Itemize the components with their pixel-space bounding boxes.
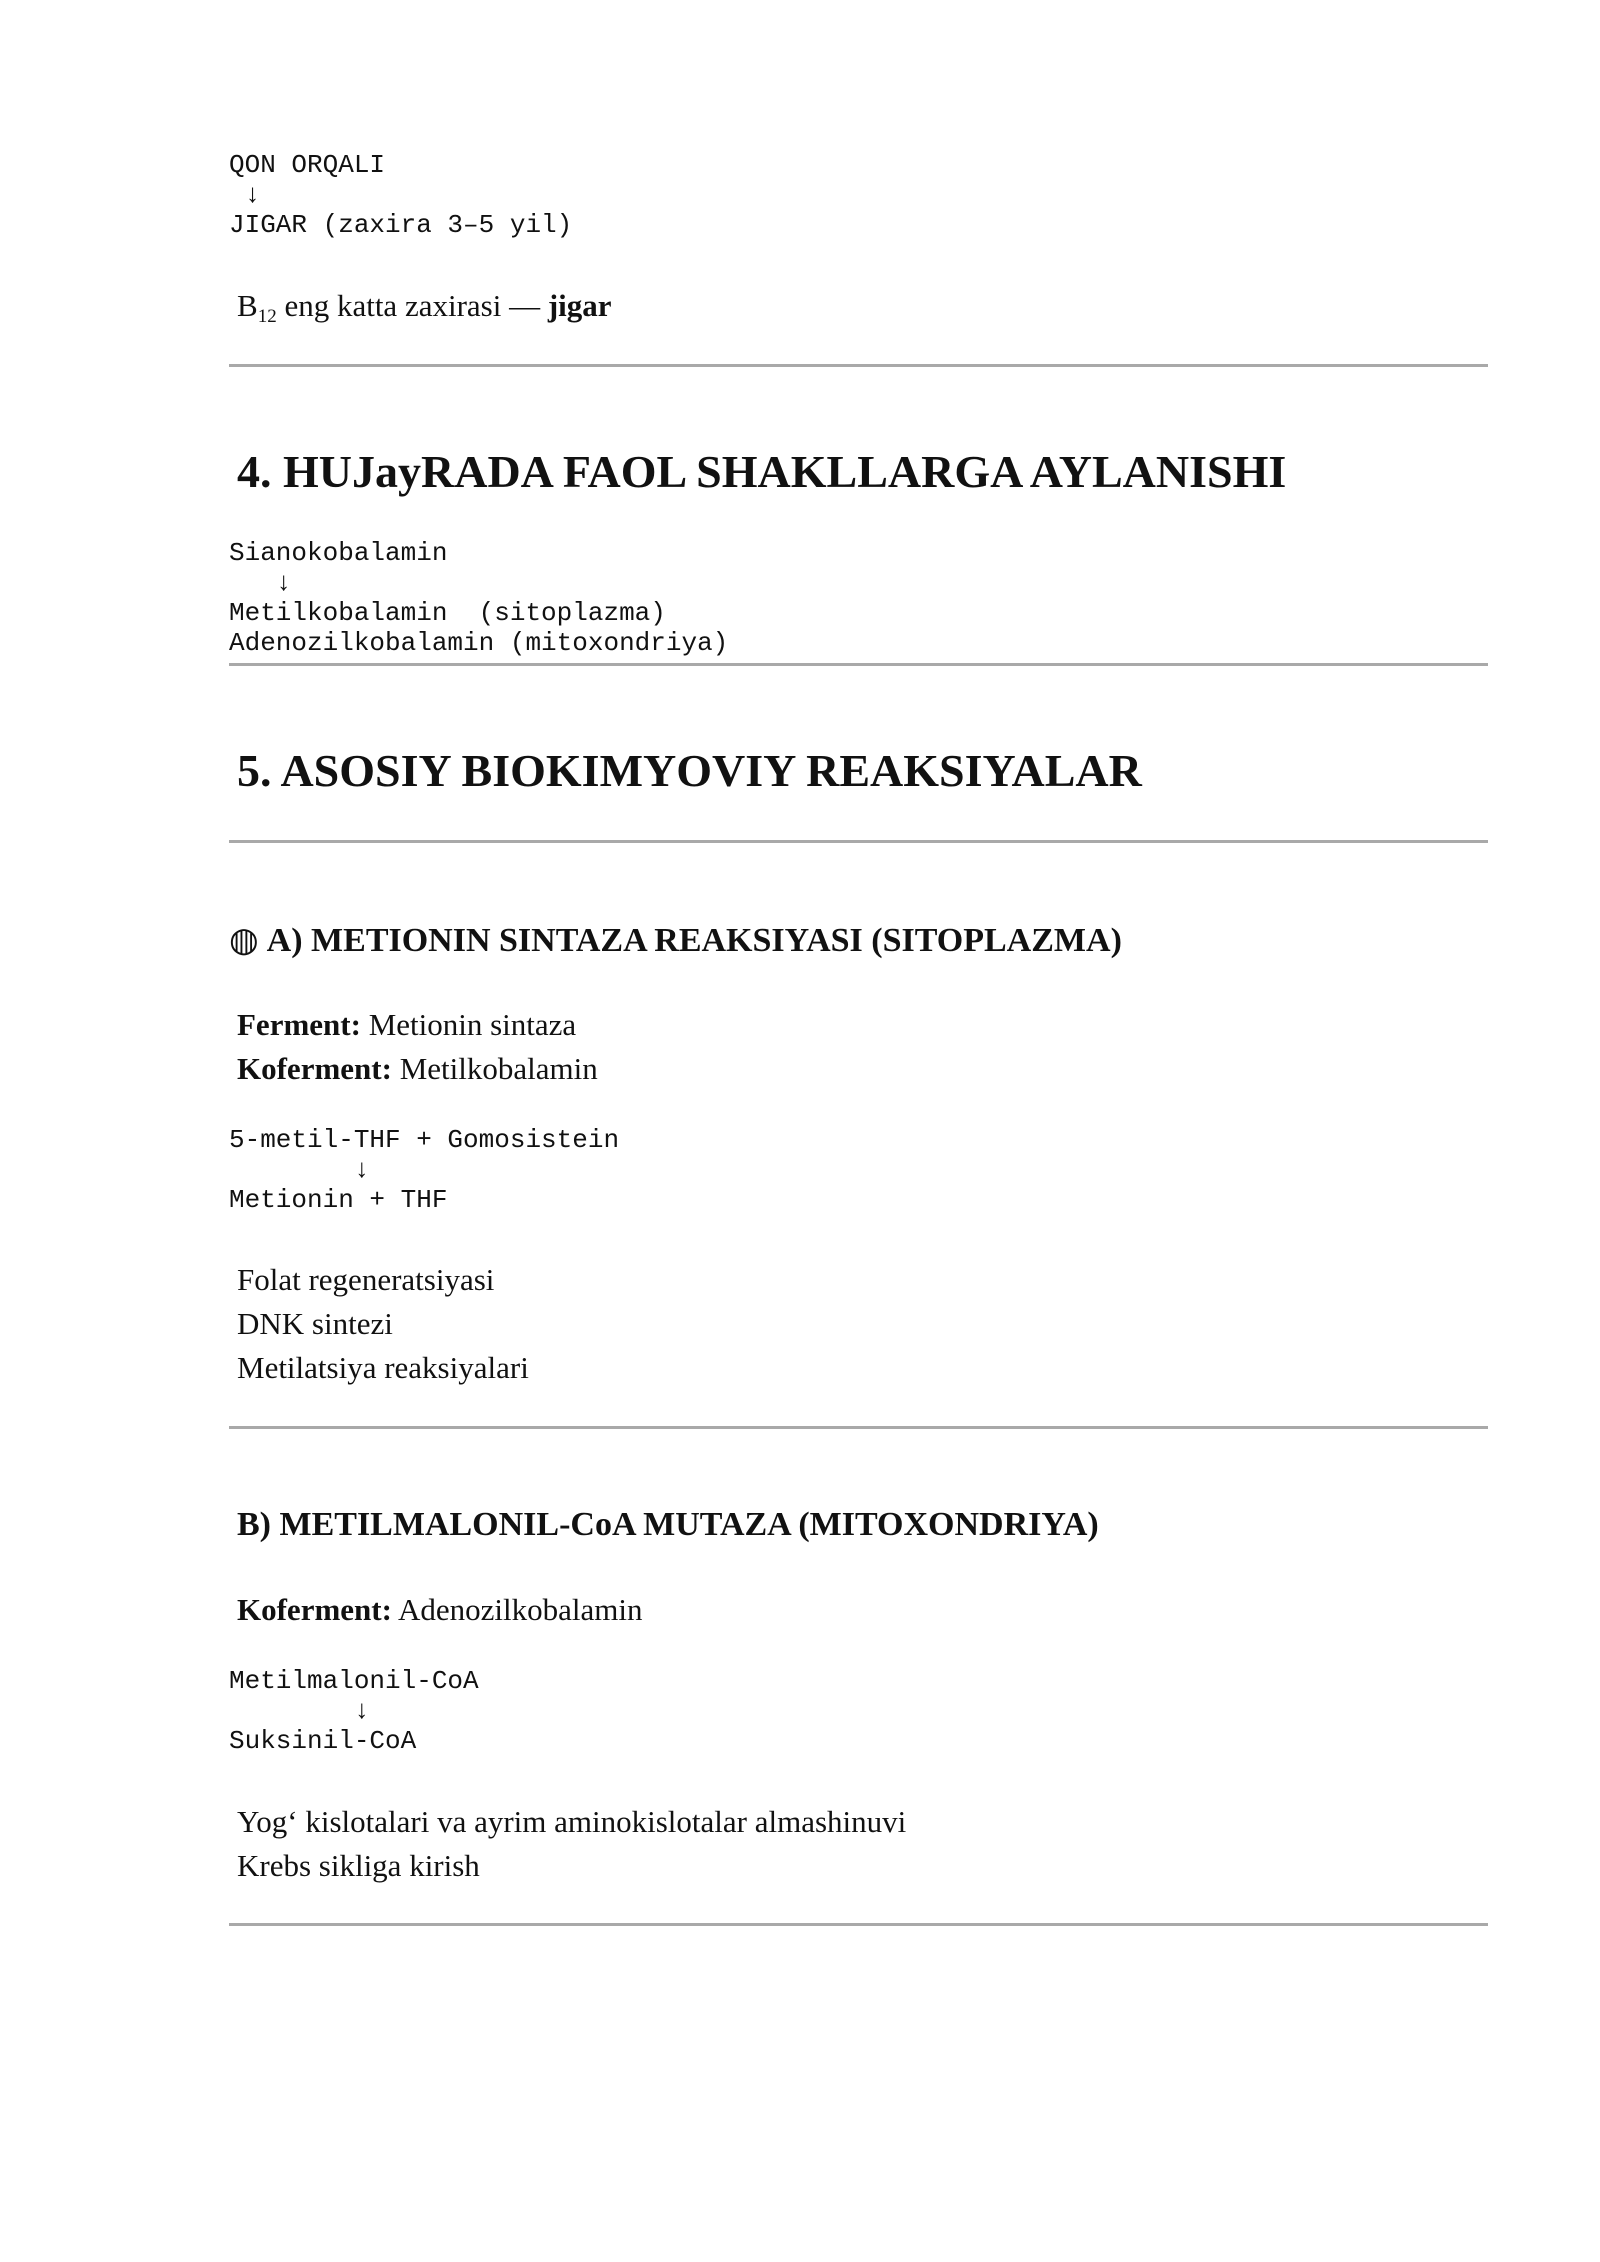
divider: [229, 663, 1488, 666]
divider: [229, 840, 1488, 843]
note-bold: jigar: [547, 288, 612, 323]
koferment-line: [229, 1588, 642, 1632]
transport-flow: [229, 150, 572, 240]
koferment-value: Metilkobalamin: [391, 1051, 598, 1086]
subsection-a-heading: [229, 918, 1122, 963]
list-item: [229, 1346, 529, 1390]
flow-arrow: ↓: [229, 1696, 370, 1726]
mutase-reaction: [229, 1666, 479, 1756]
list-item: [229, 1302, 393, 1346]
list-item: [229, 1844, 480, 1888]
koferment-label: Koferment:: [237, 1592, 392, 1627]
section-4-title: 4. HUJayRADA FAOL SHAKLLARGA AYLANISHI: [237, 446, 1287, 497]
subsection-b-heading: [229, 1503, 1099, 1547]
activation-flow: [229, 538, 728, 658]
list-item: [229, 1258, 494, 1302]
subsection-a-title: A) METIONIN SINTAZA REAKSIYASI (SITOPLAZMA): [266, 922, 1122, 959]
section-5-heading: [229, 743, 1142, 799]
list-item-text: Folat regeneratsiyasi: [237, 1262, 495, 1297]
flow-line: Adenozilkobalamin (mitoxondriya): [229, 628, 729, 658]
flow-line: Metilkobalamin (sitoplazma): [229, 598, 666, 628]
flow-line: QON ORQALI: [229, 150, 386, 180]
circle-icon: ◍: [229, 920, 259, 960]
list-item: [229, 1800, 906, 1844]
list-item-text: DNK sintezi: [237, 1306, 393, 1341]
b12-storage-note: [229, 284, 612, 339]
subsection-b-title: B) METILMALONIL-CoA MUTAZA (MITOXONDRIYA): [237, 1506, 1099, 1543]
list-item-text: Yog‘ kislotalari va ayrim aminokislotalar almashinuvi: [237, 1804, 907, 1839]
list-item-text: Metilatsiya reaksiyalari: [237, 1350, 529, 1385]
b12-subscript: 12: [257, 306, 277, 327]
flow-line: Metilmalonil-CoA: [229, 1666, 479, 1696]
flow-arrow: ↓: [229, 1155, 370, 1185]
flow-line: Sianokobalamin: [229, 538, 448, 568]
flow-line: Metionin + THF: [229, 1185, 448, 1215]
koferment-line: [229, 1047, 598, 1091]
list-item-text: Krebs sikliga kirish: [237, 1848, 480, 1883]
ferment-label: Ferment:: [237, 1007, 361, 1042]
note-text: eng katta zaxirasi —: [276, 288, 548, 323]
section-4-heading: [229, 444, 1286, 500]
divider: [229, 1426, 1488, 1429]
flow-arrow: ↓: [229, 180, 261, 210]
flow-line: JIGAR (zaxira 3–5 yil): [229, 210, 573, 240]
divider: [229, 364, 1488, 367]
divider: [229, 1923, 1488, 1926]
methionine-reaction: [229, 1125, 619, 1215]
ferment-value: Metionin sintaza: [360, 1007, 577, 1042]
flow-line: Suksinil-CoA: [229, 1726, 417, 1756]
flow-line: 5-metil-THF + Gomosistein: [229, 1125, 620, 1155]
ferment-line: [229, 1003, 576, 1047]
section-5-title: 5. ASOSIY BIOKIMYOVIY REAKSIYALAR: [237, 745, 1142, 796]
b12-symbol: B: [237, 288, 258, 323]
koferment-label: Koferment:: [237, 1051, 392, 1086]
flow-arrow: ↓: [229, 568, 292, 598]
koferment-value: Adenozilkobalamin: [391, 1592, 643, 1627]
